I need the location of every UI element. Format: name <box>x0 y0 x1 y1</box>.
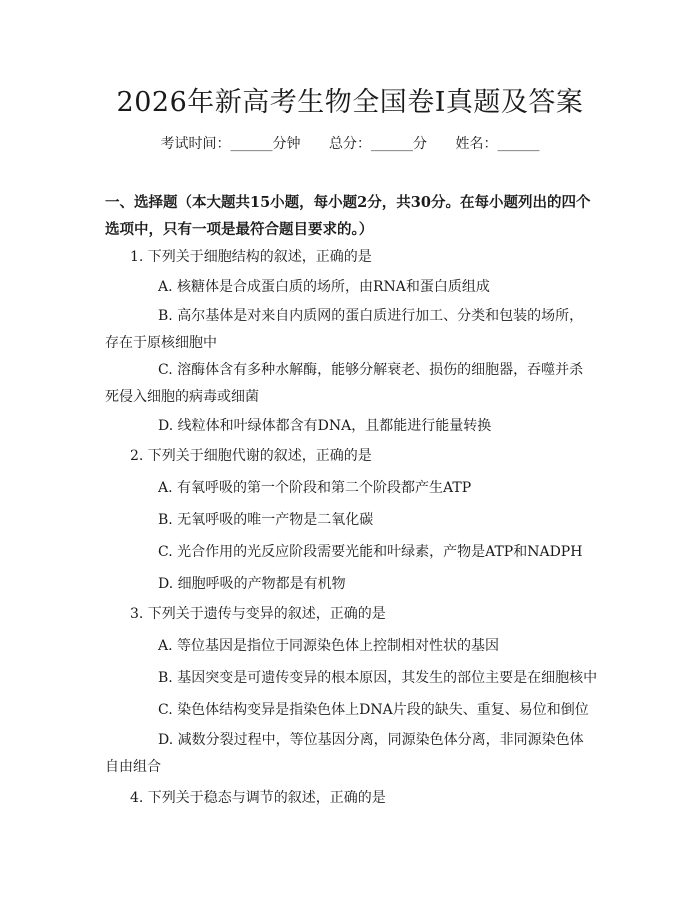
score-label: 总分： <box>329 136 371 152</box>
option-d: D. 线粒体和叶绿体都含有DNA，且都能进行能量转换 <box>158 418 492 434</box>
name-field <box>455 136 539 152</box>
time-field <box>161 136 301 152</box>
option-c: C. 光合作用的光反应阶段需要光能和叶绿素，产物是ATP和NADPH <box>158 544 583 560</box>
option-a: A. 等位基因是指位于同源染色体上控制相对性状的基因 <box>158 638 500 654</box>
option-a: A. 核糖体是合成蛋白质的场所，由RNA和蛋白质组成 <box>158 279 490 295</box>
section-heading: 一、选择题（本大题共15小题，每小题2分，共30分。在每小题列出的四个选项中，只有一项是最符合题目要求的。） <box>105 194 591 238</box>
time-blank: ______分钟 <box>230 136 301 152</box>
option-d: D. 细胞呼吸的产物都是有机物 <box>158 576 346 592</box>
option-b: B. 无氧呼吸的唯一产物是二氧化碳 <box>158 512 374 528</box>
option-d: D. 减数分裂过程中，等位基因分离，同源染色体分离，非同源染色体自由组合 <box>105 732 584 775</box>
option-c: C. 染色体结构变异是指染色体上DNA片段的缺失、重复、易位和倒位 <box>158 702 589 718</box>
exam-title: 2026年新高考生物全国卷Ⅰ真题及答案 <box>116 87 584 118</box>
score-field <box>329 136 427 152</box>
time-label: 考试时间： <box>160 136 231 152</box>
question-stem: 1. 下列关于细胞结构的叙述，正确的是 <box>130 249 372 265</box>
name-label: 姓名： <box>455 136 498 152</box>
option-a: A. 有氧呼吸的第一个阶段和第二个阶段都产生ATP <box>158 480 472 496</box>
question-stem: 4. 下列关于稳态与调节的叙述，正确的是 <box>130 790 386 806</box>
exam-meta <box>0 133 700 153</box>
score-blank: ______分 <box>371 136 427 152</box>
question-stem: 2. 下列关于细胞代谢的叙述，正确的是 <box>130 448 372 464</box>
name-blank: ______ <box>497 136 540 152</box>
option-b: B. 高尔基体是对来自内质网的蛋白质进行加工、分类和包装的场所，存在于原核细胞中 <box>105 308 584 351</box>
option-c: C. 溶酶体含有多种水解酶，能够分解衰老、损伤的细胞器，吞噬并杀死侵入细胞的病毒或细菌 <box>105 362 584 405</box>
option-b: B. 基因突变是可遗传变异的根本原因，其发生的部位主要是在细胞核中 <box>158 670 598 686</box>
question-stem: 3. 下列关于遗传与变异的叙述，正确的是 <box>130 606 386 622</box>
